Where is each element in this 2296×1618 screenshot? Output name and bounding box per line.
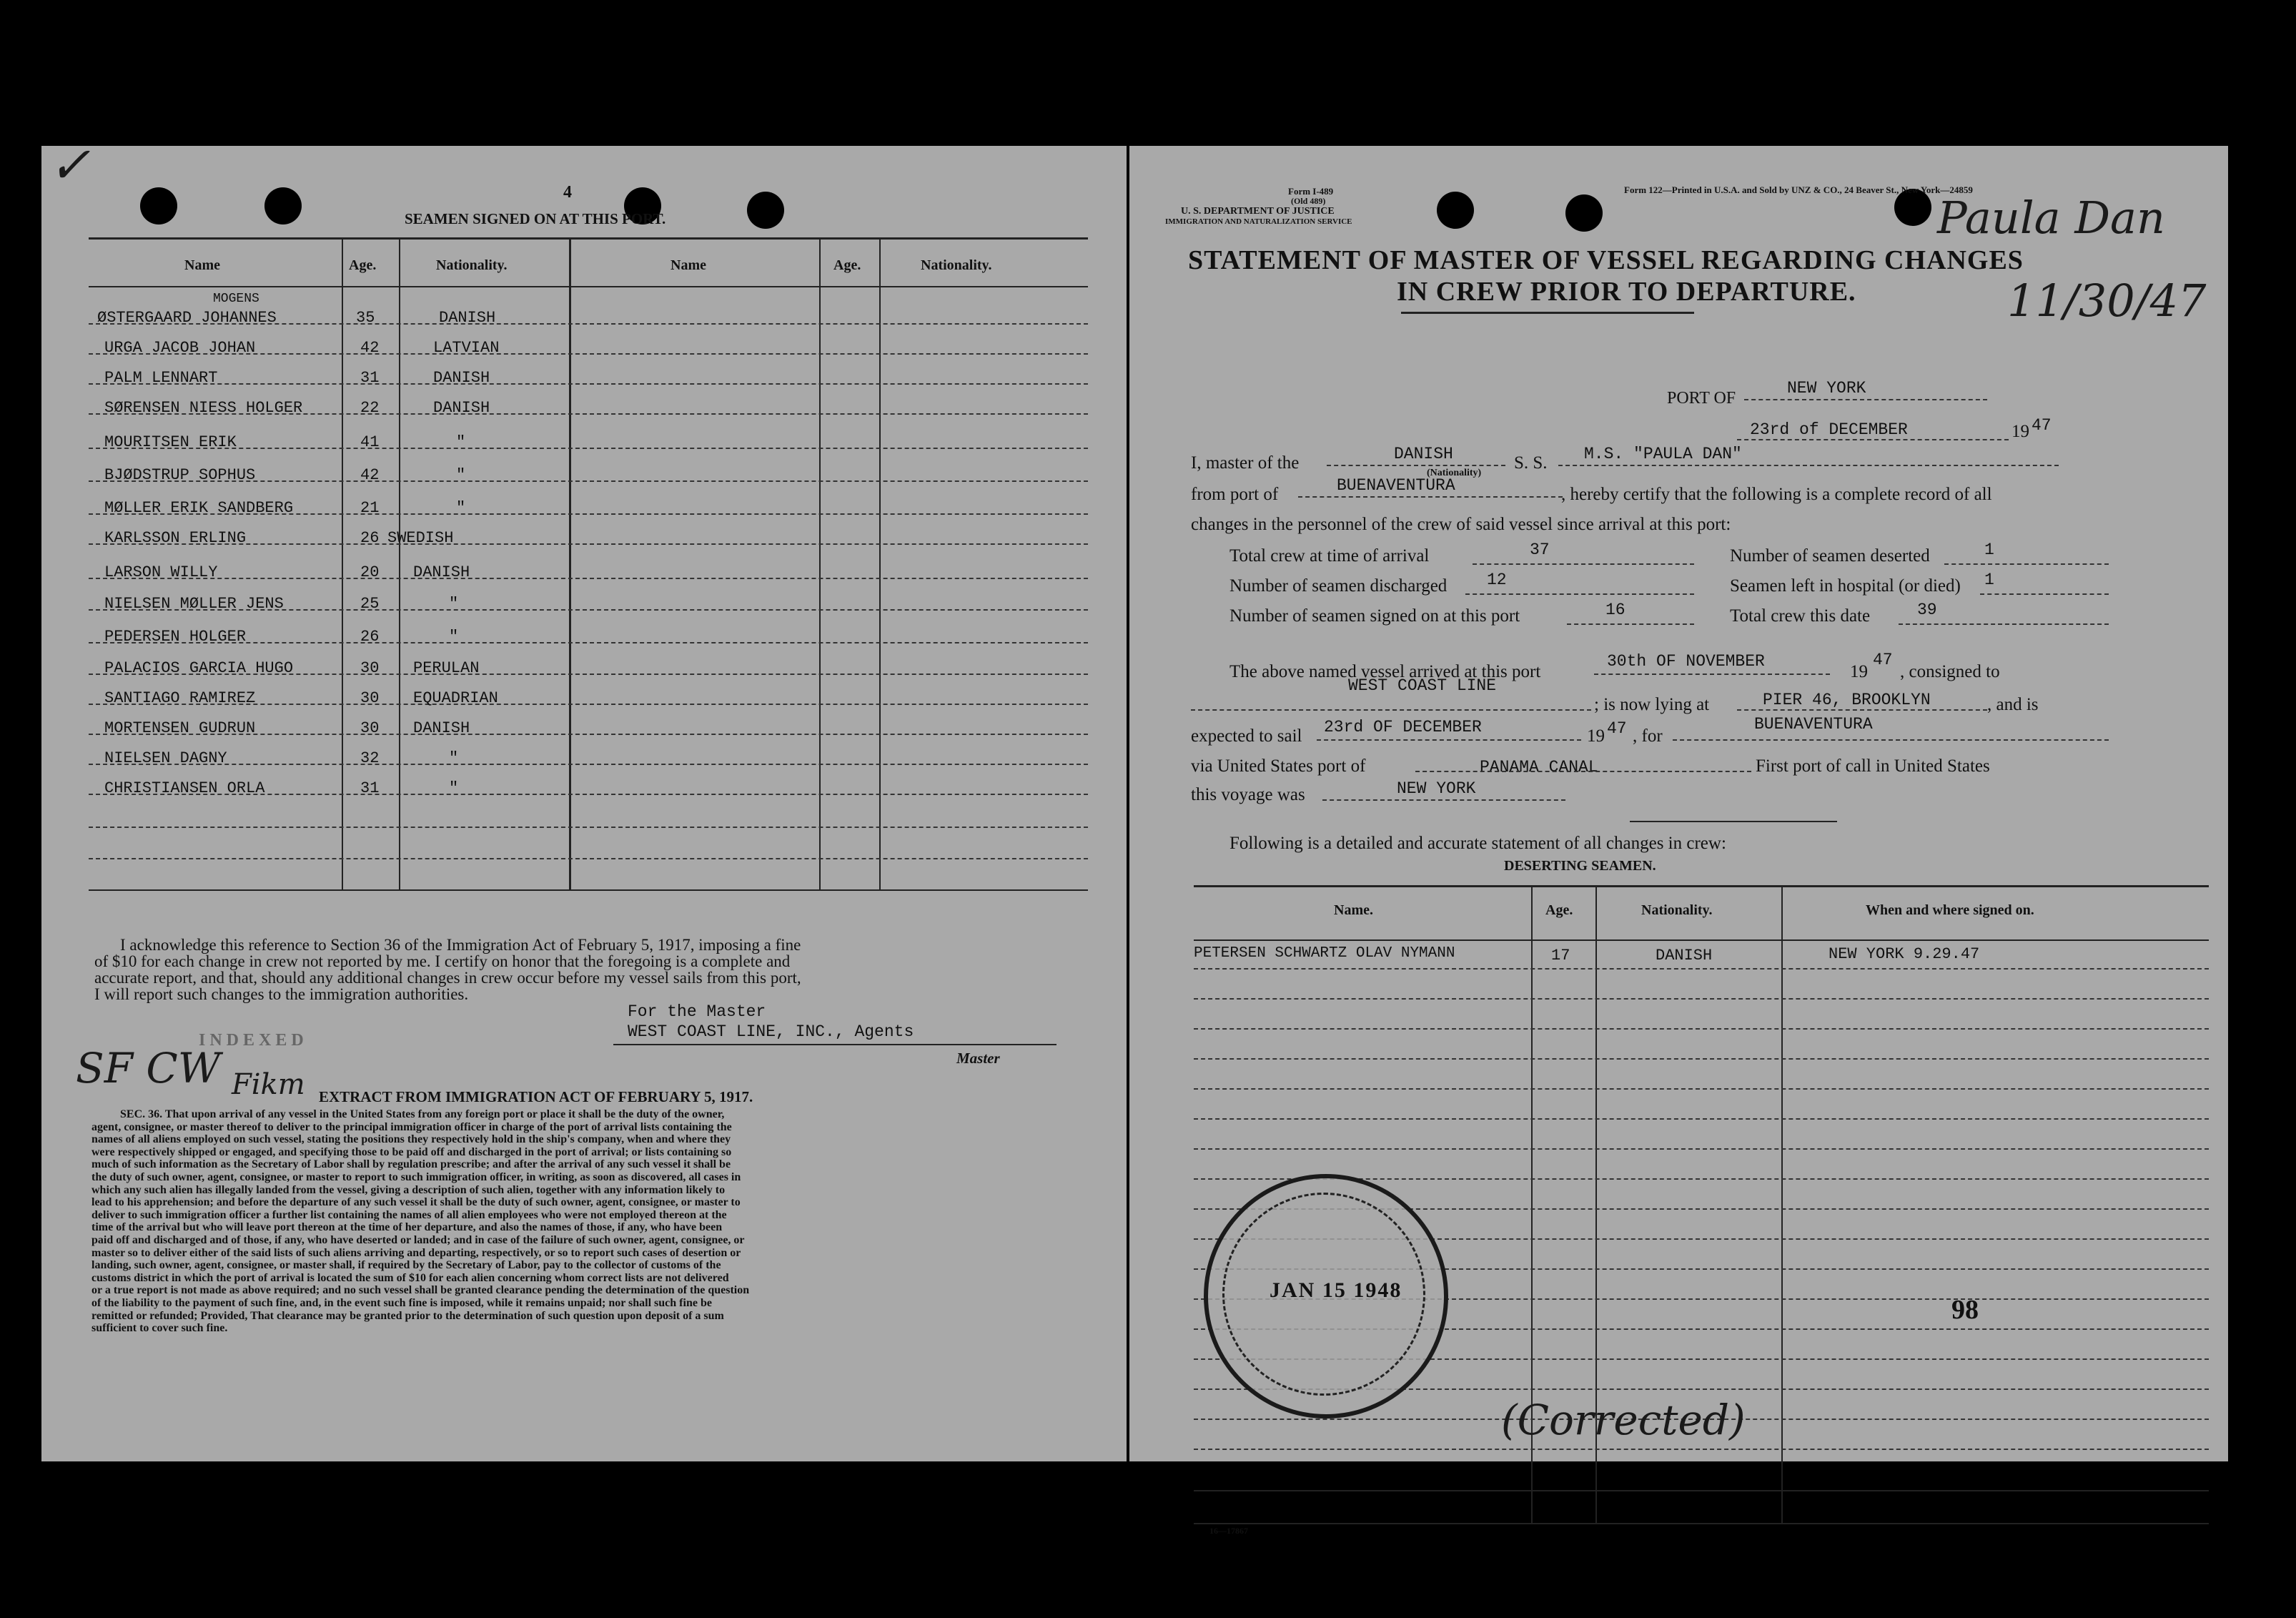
extract-text bbox=[91, 1108, 749, 1335]
port-of-value: NEW YORK bbox=[1787, 379, 1866, 398]
fill-line bbox=[1465, 593, 1694, 595]
row-rule bbox=[1194, 1058, 2209, 1060]
extract-line: master so to deliver either of the said lists of such aliens arriving and departing, respectively, or so to report such cases of desertion or bbox=[91, 1246, 741, 1259]
via-port-label: via United States port of bbox=[1191, 756, 1366, 776]
row-rule bbox=[1194, 1088, 2209, 1090]
desert-col-when: When and where signed on. bbox=[1866, 902, 2034, 918]
date-value: 23rd of DECEMBER bbox=[1750, 420, 1908, 439]
name-cell: MORTENSEN GUDRUN bbox=[104, 719, 256, 737]
following-text: Following is a detailed and accurate statement of all changes in crew: bbox=[1229, 834, 1726, 853]
handwritten-scribble: Fikm bbox=[232, 1068, 305, 1101]
col-divider bbox=[342, 239, 343, 889]
total-crew-label: Total crew at time of arrival bbox=[1229, 546, 1430, 566]
table-header-rule bbox=[89, 286, 1088, 287]
fill-line bbox=[1899, 623, 2109, 625]
left-title: SEAMEN SIGNED ON AT THIS PORT. bbox=[405, 210, 666, 227]
extract-line: were respectively shipped or engaged, and specifying those to be paid off and discharged in the port of arrival; or lists containing so bbox=[91, 1145, 732, 1158]
divider-rule bbox=[1630, 821, 1837, 822]
age-cell: 42 bbox=[360, 339, 380, 357]
row-rule bbox=[1194, 968, 2209, 970]
name-cell: PEDERSEN HOLGER bbox=[104, 628, 247, 646]
age-cell: 21 bbox=[360, 499, 380, 517]
indexed-stamp: INDEXED bbox=[199, 1031, 308, 1050]
first-call-label: First port of call in United States bbox=[1756, 756, 1990, 776]
name-cell: BJØDSTRUP SOPHUS bbox=[104, 466, 256, 484]
row-rule bbox=[1194, 1028, 2209, 1030]
nationality-cell: EQUADRIAN bbox=[413, 689, 498, 707]
agents-signature: WEST COAST LINE, INC., Agents bbox=[628, 1022, 914, 1041]
name-cell: LARSON WILLY bbox=[104, 563, 218, 581]
nationality-cell: PERULAN bbox=[413, 659, 480, 677]
nationality-cell: " bbox=[449, 779, 459, 797]
fill-line bbox=[1737, 439, 2009, 440]
name-cell: MØLLER ERIK SANDBERG bbox=[104, 499, 294, 517]
extract-line: sufficient to cover such fine. bbox=[91, 1322, 228, 1335]
department: U. S. DEPARTMENT OF JUSTICE bbox=[1181, 206, 1335, 217]
signed-on-label: Number of seamen signed on at this port bbox=[1229, 606, 1520, 626]
row-rule bbox=[89, 448, 1088, 449]
form-title-line-1: STATEMENT OF MASTER OF VESSEL REGARDING CHANGES bbox=[1188, 245, 2024, 275]
ship-name-value: M.S. "PAULA DAN" bbox=[1584, 445, 1742, 463]
and-is-label: , and is bbox=[1987, 695, 2039, 714]
nationality-cell: DANISH bbox=[413, 563, 470, 581]
hospital-value: 1 bbox=[1984, 571, 1994, 589]
col-header-nationality-2: Nationality. bbox=[921, 257, 992, 273]
handwritten-vessel-name: Paula Dan bbox=[1937, 192, 2165, 244]
extract-line: remitted or refunded; Provided, That clearance may be granted prior to the determination of such question upon deposit of a sum bbox=[91, 1309, 724, 1322]
extract-line: which any such alien has illegally landed from the vessel, giving a description of such alien, together with any information likely to bbox=[91, 1183, 726, 1196]
punch-hole bbox=[1565, 194, 1603, 232]
extract-line: of the liability to the payment of such fine, and, in the event such fine is imposed, while it remains unpaid; nor shall such fine be bbox=[91, 1296, 712, 1309]
age-cell: 42 bbox=[360, 466, 380, 484]
page-number: 4 bbox=[563, 183, 572, 202]
left-page bbox=[41, 136, 1127, 1461]
nationality-cell: SWEDISH bbox=[387, 529, 454, 547]
extract-line: the duty of such owner, agent, consignee, or master to report to such immigration officer, in writing, as soon as discovered, all cases in bbox=[91, 1170, 741, 1183]
desert-table-header-rule bbox=[1194, 939, 2209, 941]
name-cell: KARLSSON ERLING bbox=[104, 529, 247, 547]
ack-line: I acknowledge this reference to Section 36 of the Immigration Act of February 5, 1917, imposing a fine bbox=[120, 936, 801, 954]
name-cell: SANTIAGO RAMIREZ bbox=[104, 689, 256, 707]
age-cell: 26 bbox=[360, 529, 380, 547]
extract-line: agent, consignee, or master thereof to deliver to the principal immigration officer in charge of the port of arrival lists containing the bbox=[91, 1120, 732, 1133]
fill-line bbox=[1327, 465, 1505, 466]
name-cell: URGA JACOB JOHAN bbox=[104, 339, 256, 357]
desert-col-nationality: Nationality. bbox=[1641, 902, 1713, 918]
destination-value: BUENAVENTURA bbox=[1754, 715, 1873, 734]
age-cell: 41 bbox=[360, 433, 380, 451]
via-port-value: PANAMA CANAL bbox=[1480, 758, 1598, 776]
fill-line bbox=[1322, 799, 1565, 801]
form-id: Form I-489 bbox=[1288, 186, 1334, 197]
extract-line: lead to his apprehension; and before the departure of any such vessel it shall be the duty of such owner, agent, consignee, or master to bbox=[91, 1196, 741, 1209]
extract-line: names of all aliens employed on such vessel, stating the positions they respectively hold in the ship's company, when and where they bbox=[91, 1133, 731, 1146]
age-cell: 31 bbox=[360, 779, 380, 797]
age-cell: 30 bbox=[360, 659, 380, 677]
consigned-label: , consigned to bbox=[1900, 662, 2000, 681]
total-crew-value: 37 bbox=[1530, 541, 1550, 559]
title-underline bbox=[1401, 312, 1694, 314]
desert-col-divider bbox=[1781, 887, 1783, 1524]
sail-date-value: 23rd OF DECEMBER bbox=[1324, 718, 1482, 736]
fill-line bbox=[1473, 563, 1694, 565]
col-header-name: Name bbox=[184, 257, 220, 273]
table-bottom-rule bbox=[89, 889, 1088, 891]
voyage-value: NEW YORK bbox=[1397, 779, 1476, 798]
fill-line bbox=[1415, 771, 1751, 772]
fill-line bbox=[1673, 739, 2109, 741]
for-label: , for bbox=[1633, 726, 1663, 746]
age-cell: 35 bbox=[356, 309, 375, 327]
consignee-value: WEST COAST LINE bbox=[1348, 676, 1497, 695]
total-this-date-value: 39 bbox=[1917, 601, 1937, 619]
arrived-year: 47 bbox=[1873, 651, 1893, 669]
age-cell: 26 bbox=[360, 628, 380, 646]
extract-line: SEC. 36. That upon arrival of any vessel in the United States from any foreign port or place it shall be the duty of the owner, bbox=[120, 1108, 725, 1120]
deserted-value: 1 bbox=[1984, 541, 1994, 559]
col-header-name-2: Name bbox=[671, 257, 706, 273]
check-mark: ✓ bbox=[49, 136, 91, 194]
year-prefix: 19 bbox=[2012, 422, 2029, 441]
nationality-cell: " bbox=[449, 628, 459, 646]
sail-year: 47 bbox=[1607, 719, 1627, 738]
handwritten-corrected: (Corrected) bbox=[1501, 1396, 1746, 1444]
acknowledgement bbox=[94, 937, 801, 1002]
nationality-cell: " bbox=[456, 499, 466, 517]
name-cell: ØSTERGAARD JOHANNES bbox=[97, 309, 277, 327]
nationality-cell: " bbox=[449, 749, 459, 767]
fill-line bbox=[1298, 496, 1563, 498]
page-stamp-number: 98 bbox=[1951, 1295, 1979, 1325]
desert-table-bottom-rule bbox=[1194, 1523, 2209, 1524]
changes-text: changes in the personnel of the crew of said vessel since arrival at this port: bbox=[1191, 515, 1731, 534]
ss-label: S. S. bbox=[1514, 453, 1548, 473]
nationality-cell: " bbox=[456, 466, 466, 484]
footer-code: 16—17867 bbox=[1209, 1526, 1248, 1536]
desert-name-cell: PETERSEN SCHWARTZ OLAV NYMANN bbox=[1194, 945, 1455, 962]
desert-table-bottom-rule bbox=[1194, 1490, 2209, 1491]
punch-hole bbox=[140, 187, 177, 225]
hospital-label: Seamen left in hospital (or died) bbox=[1730, 576, 1961, 596]
nationality-cell: DANISH bbox=[439, 309, 496, 327]
desert-col-name: Name. bbox=[1334, 902, 1373, 918]
extract-line: or a true report is not made as above required; and no such vessel shall be granted clearance pending the determination of the question bbox=[91, 1284, 750, 1297]
deserted-label: Number of seamen deserted bbox=[1730, 546, 1930, 566]
total-this-date-label: Total crew this date bbox=[1730, 606, 1871, 626]
handwritten-date: 11/30/47 bbox=[2007, 275, 2207, 327]
year-value: 47 bbox=[2032, 416, 2052, 435]
row-rule bbox=[89, 578, 1088, 579]
col-divider bbox=[819, 239, 821, 889]
signed-on-value: 16 bbox=[1605, 601, 1625, 619]
fill-line bbox=[1558, 465, 2059, 466]
name-cell-prefix: MOGENS bbox=[213, 292, 259, 306]
col-divider bbox=[879, 239, 881, 889]
from-port-label: from port of bbox=[1191, 485, 1279, 504]
arrived-label: The above named vessel arrived at this port bbox=[1229, 662, 1541, 681]
name-cell: MOURITSEN ERIK bbox=[104, 433, 237, 451]
extract-line: landing, such owner, agent, consignee, or master shall, if required by the Secretary of Labor, pay to the collector of customs of the bbox=[91, 1259, 721, 1272]
age-cell: 25 bbox=[360, 595, 380, 613]
age-cell: 20 bbox=[360, 563, 380, 581]
desert-col-age: Age. bbox=[1545, 902, 1573, 918]
age-cell: 32 bbox=[360, 749, 380, 767]
name-cell: SØRENSEN NIESS HOLGER bbox=[104, 399, 303, 417]
punch-hole bbox=[264, 187, 302, 225]
age-cell: 31 bbox=[360, 369, 380, 387]
age-cell: 30 bbox=[360, 719, 380, 737]
fill-line bbox=[1191, 709, 1591, 711]
row-rule bbox=[1194, 1118, 2209, 1120]
fill-line bbox=[1744, 399, 1987, 400]
signature-rule bbox=[613, 1044, 1057, 1045]
punch-hole bbox=[747, 192, 784, 229]
extract-line: deliver to such immigration officer a further list containing the names of all alien employees who were not employed thereon at the bbox=[91, 1208, 727, 1221]
nationality-cell: DANISH bbox=[413, 719, 470, 737]
age-cell: 22 bbox=[360, 399, 380, 417]
col-header-age: Age. bbox=[349, 257, 377, 273]
row-rule bbox=[89, 827, 1088, 828]
for-the-master: For the Master bbox=[628, 1002, 766, 1021]
row-rule bbox=[89, 764, 1088, 765]
arrived-year-prefix: 19 bbox=[1850, 662, 1868, 681]
row-rule bbox=[89, 383, 1088, 385]
extract-title: EXTRACT FROM IMMIGRATION ACT OF FEBRUARY 5, 1917. bbox=[319, 1088, 753, 1105]
name-cell: PALM LENNART bbox=[104, 369, 218, 387]
deserting-title: DESERTING SEAMEN. bbox=[1504, 858, 1656, 874]
extract-line: paid off and discharged and of those, if any, who have deserted or landed; and in case of the failure of such owner, agent, consignee, or bbox=[91, 1233, 745, 1246]
stamp-date: JAN 15 1948 bbox=[1270, 1278, 1402, 1302]
col-divider bbox=[399, 239, 400, 889]
table-top-rule bbox=[89, 237, 1088, 240]
discharged-label: Number of seamen discharged bbox=[1229, 576, 1448, 596]
row-rule bbox=[1194, 1148, 2209, 1150]
fill-line bbox=[1567, 623, 1694, 625]
desert-table-top-rule bbox=[1194, 885, 2209, 887]
nationality-cell: LATVIAN bbox=[433, 339, 500, 357]
col-header-nationality: Nationality. bbox=[436, 257, 508, 273]
right-page bbox=[1129, 146, 2228, 1536]
port-of-label: PORT OF bbox=[1667, 389, 1736, 408]
expected-sail-label: expected to sail bbox=[1191, 726, 1302, 746]
col-divider bbox=[569, 239, 571, 889]
nationality-cell: " bbox=[456, 433, 466, 451]
extract-line: customs district in which the port of arrival is located the sum of $10 for each alien concerning whom correct lists are not delivered bbox=[91, 1271, 729, 1284]
arrived-value: 30th OF NOVEMBER bbox=[1607, 652, 1765, 671]
fill-line bbox=[1980, 593, 2109, 595]
col-header-age-2: Age. bbox=[833, 257, 861, 273]
extract-line: much of such information as the Secretary of Labor shall by regulation prescribe; and after the arrival of any such vessel it shall be bbox=[91, 1158, 731, 1171]
discharged-value: 12 bbox=[1487, 571, 1507, 589]
service: IMMIGRATION AND NATURALIZATION SERVICE bbox=[1165, 217, 1352, 226]
nationality-cell: " bbox=[449, 595, 459, 613]
desert-age-cell: 17 bbox=[1551, 947, 1570, 965]
nationality-cell: DANISH bbox=[433, 399, 490, 417]
row-rule bbox=[1194, 1449, 2209, 1450]
master-caption: Master bbox=[956, 1050, 1000, 1067]
name-cell: CHRISTIANSEN ORLA bbox=[104, 779, 265, 797]
from-port-value: BUENAVENTURA bbox=[1337, 476, 1455, 495]
fill-line bbox=[1317, 739, 1581, 741]
fill-line bbox=[1944, 563, 2109, 565]
fill-line bbox=[1594, 674, 1830, 675]
ack-line: I will report such changes to the immigration authorities. bbox=[94, 985, 469, 1003]
nationality-caption: (Nationality) bbox=[1427, 468, 1482, 478]
row-rule bbox=[89, 858, 1088, 859]
ack-line: accurate report, and that, should any additional changes in crew occur before my vessel sails from this port, bbox=[94, 969, 801, 987]
name-cell: PALACIOS GARCIA HUGO bbox=[104, 659, 294, 677]
name-cell: NIELSEN MØLLER JENS bbox=[104, 595, 284, 613]
handwritten-initials: SF CW bbox=[76, 1044, 221, 1092]
pier-value: PIER 46, BROOKLYN bbox=[1763, 691, 1931, 709]
certify-text: , hereby certify that the following is a complete record of all bbox=[1561, 485, 1992, 504]
lying-at-label: ; is now lying at bbox=[1594, 695, 1710, 714]
row-rule bbox=[1194, 998, 2209, 1000]
form-title-line-2: IN CREW PRIOR TO DEPARTURE. bbox=[1397, 277, 1856, 307]
ack-line: of $10 for each change in crew not reported by me. I certify on honor that the foregoing is a complete and bbox=[94, 952, 791, 970]
extract-line: time of the arrival but who will leave port thereon at the time of her departure, and also the names of those, if any, who have been bbox=[91, 1221, 723, 1234]
voyage-label: this voyage was bbox=[1191, 785, 1305, 804]
desert-nationality-cell: DANISH bbox=[1656, 947, 1713, 965]
name-cell: NIELSEN DAGNY bbox=[104, 749, 227, 767]
master-of-label: I, master of the bbox=[1191, 453, 1300, 473]
nationality-value: DANISH bbox=[1394, 445, 1453, 463]
fill-line bbox=[1737, 709, 1987, 711]
form-old: (Old 489) bbox=[1291, 196, 1326, 206]
nationality-cell: DANISH bbox=[433, 369, 490, 387]
printer-line: Form 122—Printed in U.S.A. and Sold by UNZ & CO., 24 Beaver St., New York—24859 bbox=[1624, 184, 1973, 195]
sail-year-prefix: 19 bbox=[1587, 726, 1605, 746]
desert-when-cell: NEW YORK 9.29.47 bbox=[1829, 945, 1980, 963]
age-cell: 30 bbox=[360, 689, 380, 707]
punch-hole bbox=[1437, 192, 1474, 229]
arrival-stamp bbox=[1204, 1174, 1448, 1419]
